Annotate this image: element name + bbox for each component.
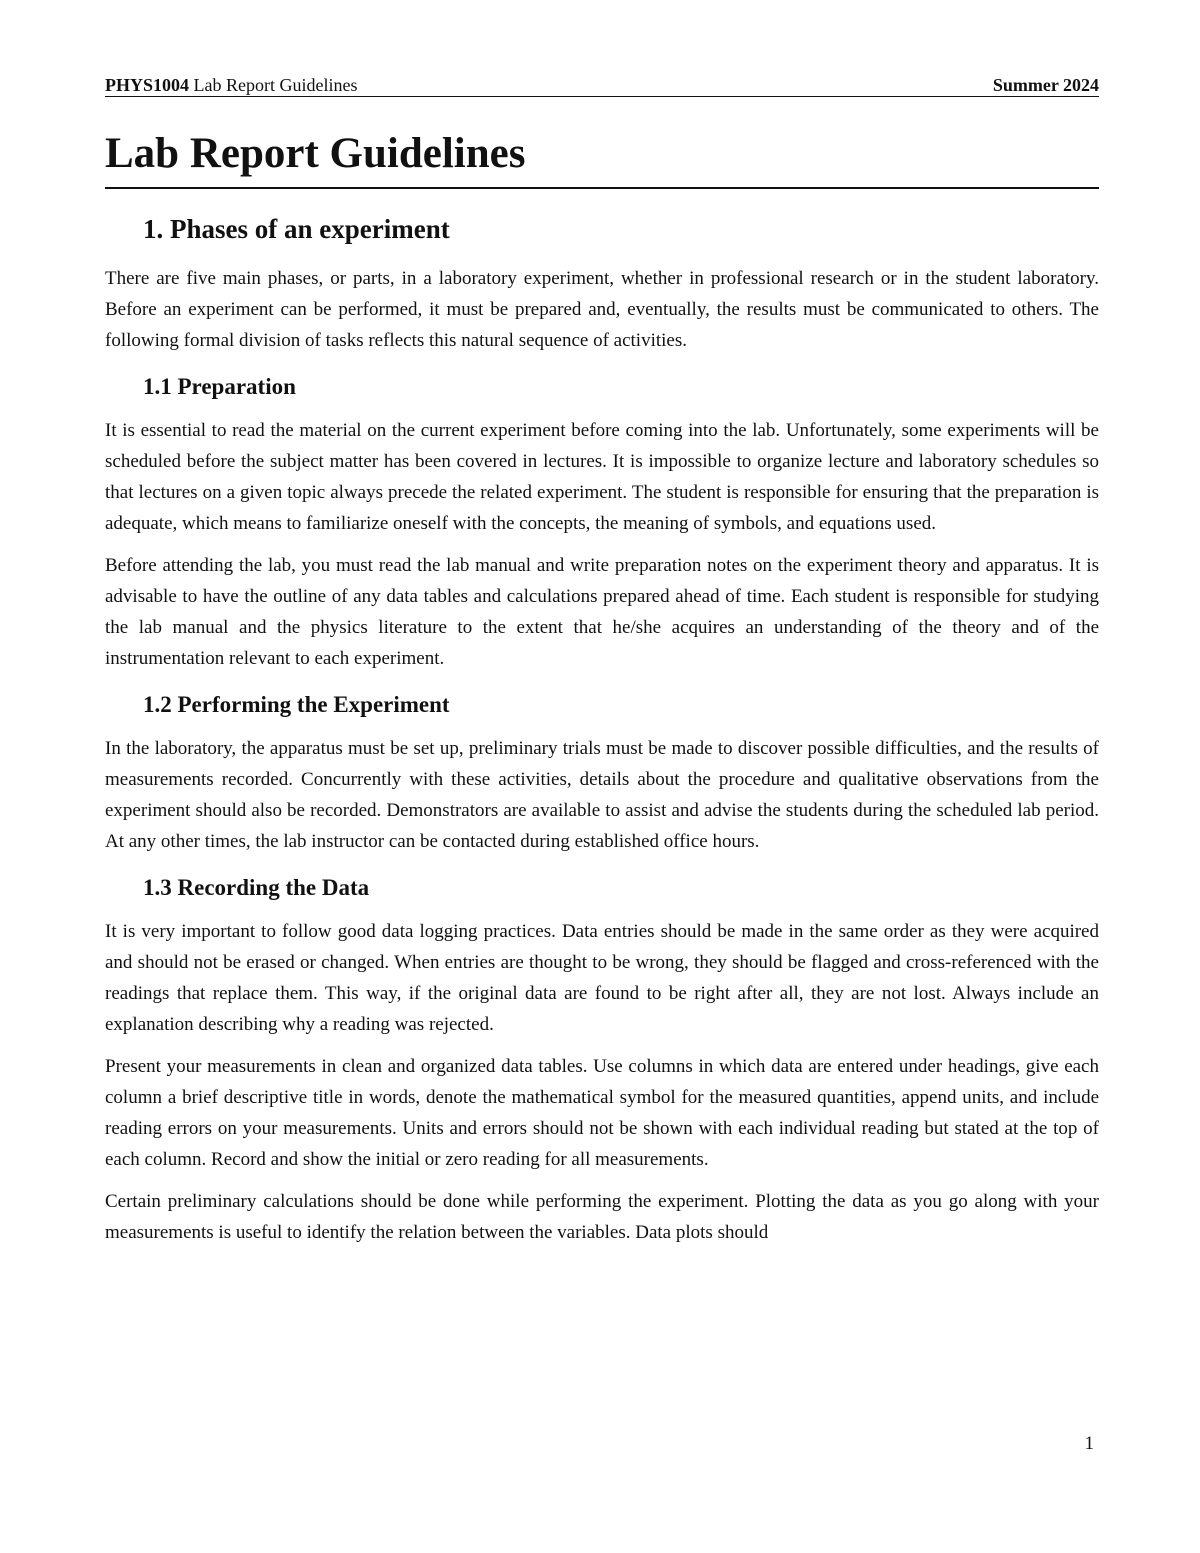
paragraph-recording-3: Certain preliminary calculations should be done while performing the experiment. Plotting the data as you go along with your measurements is useful to identify the relation between the variables. Data plots should	[105, 1191, 1099, 1243]
header-rule	[105, 96, 1099, 97]
running-header-title: Lab Report Guidelines	[193, 75, 358, 95]
subsection-heading-performing: 1.2 Performing the Experiment	[143, 692, 450, 717]
page-number: 1	[1084, 1433, 1094, 1454]
paragraph-recording-2: Present your measurements in clean and organized data tables. Use columns in which data are entered under headings, give each column a brief descriptive title in words, denote the mathematical symbol for the measured quantities, append units, and include reading errors on your measurements. Units and errors should not be shown with each individual reading but stated at the top of each column. Record and show the initial or zero reading for all measurements.	[105, 1056, 1099, 1170]
section-heading-phases: 1. Phases of an experiment	[143, 214, 450, 244]
term-label: Summer 2024	[992, 75, 1099, 95]
course-code: PHYS1004	[105, 75, 190, 95]
document-body	[105, 207, 1099, 1259]
title-rule	[105, 187, 1099, 189]
running-header-left	[105, 74, 357, 96]
paragraph-phases-intro: There are five main phases, or parts, in a laboratory experiment, whether in professional research or in the student laboratory. Before an experiment can be performed, it must be prepared and, eventually, the results must be communicated to others. The following formal division of tasks reflects this natural sequence of activities.	[105, 268, 1099, 351]
paragraph-performing: In the laboratory, the apparatus must be set up, preliminary trials must be made to discover possible difficulties, and the results of measurements recorded. Concurrently with these activities, details about the procedure and qualitative observations from the experiment should also be recorded. Demonstrators are available to assist and advise the students during the scheduled lab period. At any other times, the lab instructor can be contacted during established office hours.	[105, 738, 1099, 852]
subsection-heading-preparation: 1.1 Preparation	[143, 374, 296, 399]
paragraph-recording-1: It is very important to follow good data logging practices. Data entries should be made in the same order as they were acquired and should not be erased or changed. When entries are thought to be wrong, they should be flagged and cross-referenced with the readings that replace them. This way, if the original data are found to be right after all, they are not lost. Always include an explanation describing why a reading was rejected.	[105, 921, 1099, 1035]
running-header	[105, 72, 1099, 96]
paragraph-preparation-1: It is essential to read the material on the current experiment before coming into the lab. Unfortunately, some experiments will be scheduled before the subject matter has been covered in lectures. It is impossible to organize lecture and laboratory schedules so that lectures on a given topic always precede the related experiment. The student is responsible for ensuring that the preparation is adequate, which means to familiarize oneself with the concepts, the meaning of symbols, and equations used.	[105, 420, 1099, 534]
paragraph-preparation-2: Before attending the lab, you must read the lab manual and write preparation notes on the experiment theory and apparatus. It is advisable to have the outline of any data tables and calculations prepared ahead of time. Each student is responsible for studying the lab manual and the physics literature to the extent that he/she acquires an understanding of the theory and of the instrumentation relevant to each experiment.	[105, 555, 1099, 669]
subsection-heading-recording: 1.3 Recording the Data	[143, 875, 370, 900]
document-title: Lab Report Guidelines	[105, 130, 526, 177]
